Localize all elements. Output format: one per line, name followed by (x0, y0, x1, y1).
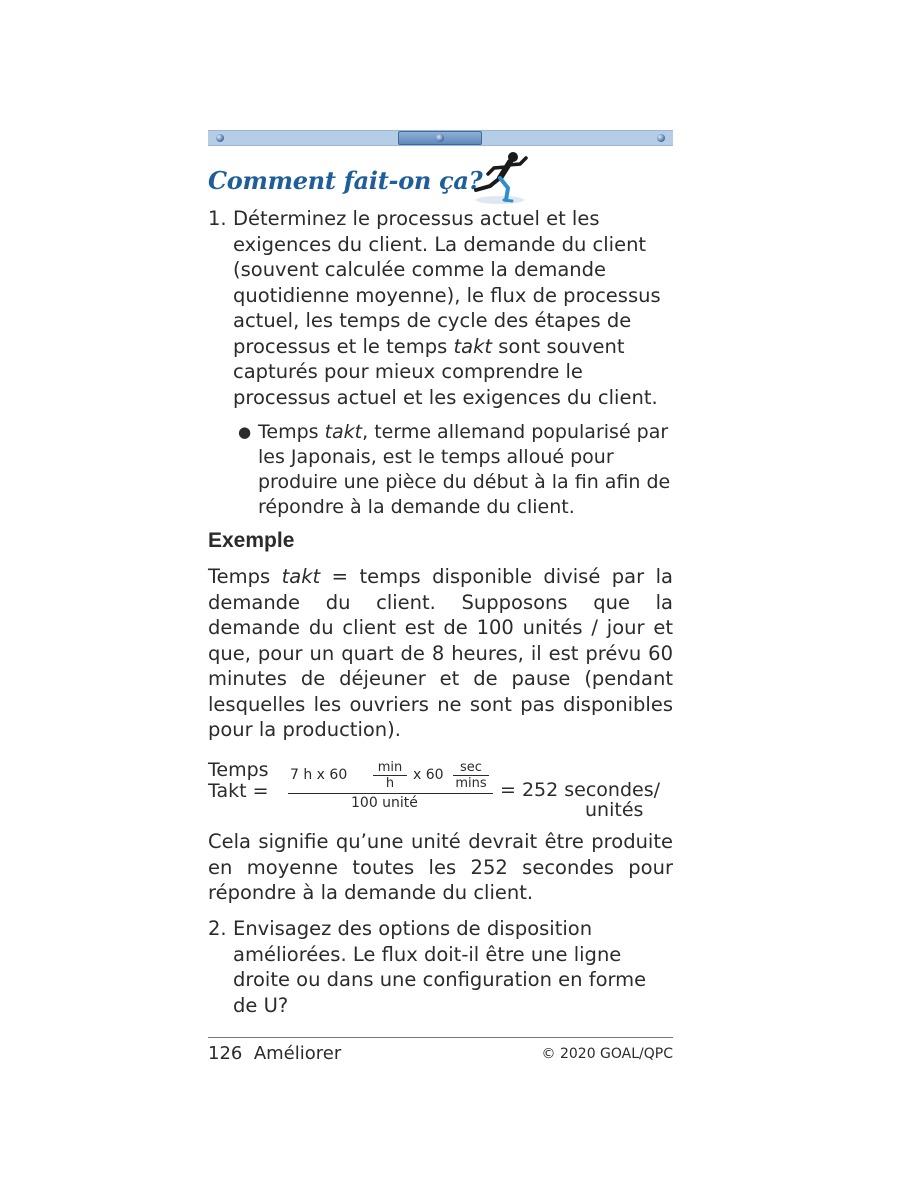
section-heading: Comment fait-on ça? (208, 166, 483, 195)
step-number: 2. (208, 917, 227, 940)
rivet-icon (657, 134, 665, 142)
step-text: Envisagez des options de disposition améliorées. Le flux doit-il être une ligne droite ou dans une configuration en forme de U? (233, 917, 647, 1017)
bullet-item (238, 420, 673, 520)
running-man-icon (470, 150, 532, 208)
formula-term-1: 7 h x 60 (290, 767, 348, 783)
copyright: © 2020 GOAL/QPC (541, 1046, 673, 1062)
fraction-bar (288, 793, 493, 794)
example-conclusion: Cela signifie qu’une unité devrait être produite en moyenne toutes les 252 secondes pour répondre à la demande du client. (208, 830, 673, 904)
section-name: Améliorer (253, 1043, 342, 1064)
rivet-icon (216, 134, 224, 142)
takt-formula (208, 758, 678, 824)
footer-divider (208, 1037, 673, 1038)
decorative-top-bar (208, 130, 673, 146)
bullet-text: Temps takt, terme allemand popularisé par les Japonais, est le temps alloué pour produire une pièce du début à la fin afin de répondre à la demande du client. (258, 421, 671, 518)
formula-lhs: Temps Takt = (208, 759, 269, 802)
formula-fraction-sec-mins: sec mins (453, 760, 489, 791)
formula-result-unit: unités (585, 799, 644, 821)
step-2 (208, 916, 673, 1018)
formula-denominator: 100 unité (351, 795, 418, 811)
bullet-icon: ● (238, 423, 252, 441)
page-number: 126 (208, 1043, 243, 1064)
rivet-icon (436, 134, 444, 142)
formula-term-2: x 60 (413, 767, 444, 783)
formula-result: = 252 secondes/ (500, 779, 661, 801)
example-paragraph: Temps takt = temps disponible divisé par la demande du client. Supposons que la demande du client est de 100 unités / jour et que, pour un quart de 8 heures, il est prévu 60 minutes de déjeuner et de pause (pendant lesquelles les ouvriers ne sont pas disponibles pour la production). (208, 565, 673, 741)
example-heading: Exemple (208, 529, 295, 552)
footer-page-label (208, 1043, 341, 1064)
page (208, 0, 673, 1188)
step-1 (208, 206, 673, 410)
formula-fraction-min-h: min h (373, 760, 407, 791)
step-number: 1. (208, 207, 227, 230)
step-text: Déterminez le processus actuel et les exigences du client. La demande du client (souvent calculée comme la demande quotidienne moyenne), le flux de processus actuel, les temps de cycle des étapes de processus et le temps takt sont souvent capturés pour mieux comprendre le processus actuel et les exigences du client. (233, 207, 661, 409)
